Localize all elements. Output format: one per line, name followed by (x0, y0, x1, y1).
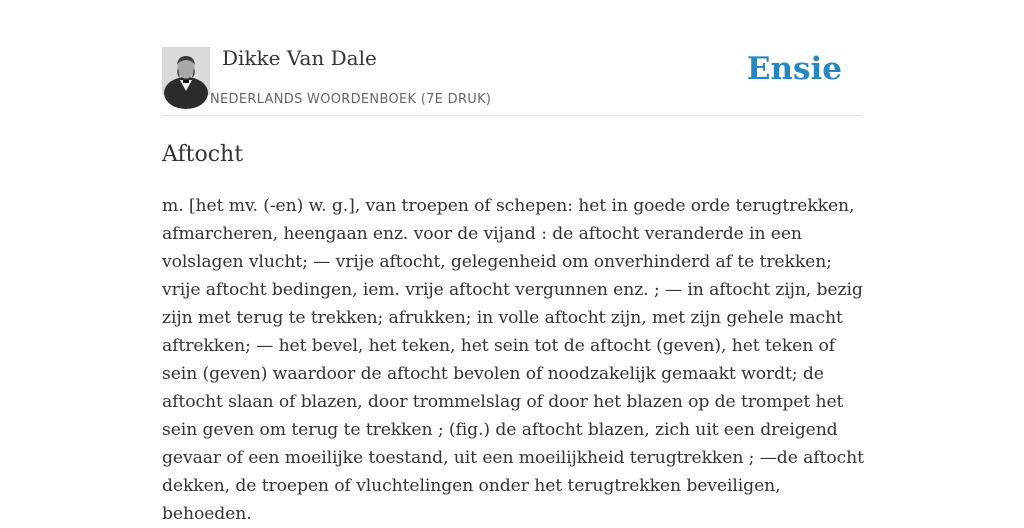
entry-title: Aftocht (162, 142, 244, 167)
entry-header (162, 0, 862, 116)
source-title[interactable]: NEDERLANDS WOORDENBOEK (7E DRUK) (210, 92, 492, 107)
author-avatar[interactable] (162, 47, 210, 95)
ensie-logo[interactable]: Ensie (746, 51, 842, 87)
entry-page (162, 0, 864, 524)
entry-definition: m. [het mv. (-en) w. g.], van troepen of schepen: het in goede orde terugtrekken, afmarcheren, heengaan enz. voor de vijand : de aftocht veranderde in een volslagen vlucht; — vrije aftocht, gelegenheid om onverhinderd af te trekken; vrije aftocht bedingen, iem. vrije aftocht vergunnen enz. ; — in aftocht zijn, bezig zijn met terug te trekken; afrukken; in volle aftocht zijn, met zijn gehele macht aftrekken; — het bevel, het teken, het sein tot de aftocht (geven), het teken of sein (geven) waardoor de aftocht bevolen of noodzakelijk gemaakt wordt; de aftocht slaan of blazen, door trommelslag of door het blazen op de trompet het sein geven om terug te trekken ; (fig.) de aftocht blazen, zich uit een dreigend gevaar of een moeilijke toestand, uit een moeilijkheid terugtrekken ; —de aftocht dekken, de troepen of vluchtelingen onder het terugtrekken beveiligen, behoeden. (162, 196, 864, 524)
author-name[interactable]: Dikke Van Dale (222, 46, 377, 70)
author-portrait-icon (162, 47, 210, 95)
